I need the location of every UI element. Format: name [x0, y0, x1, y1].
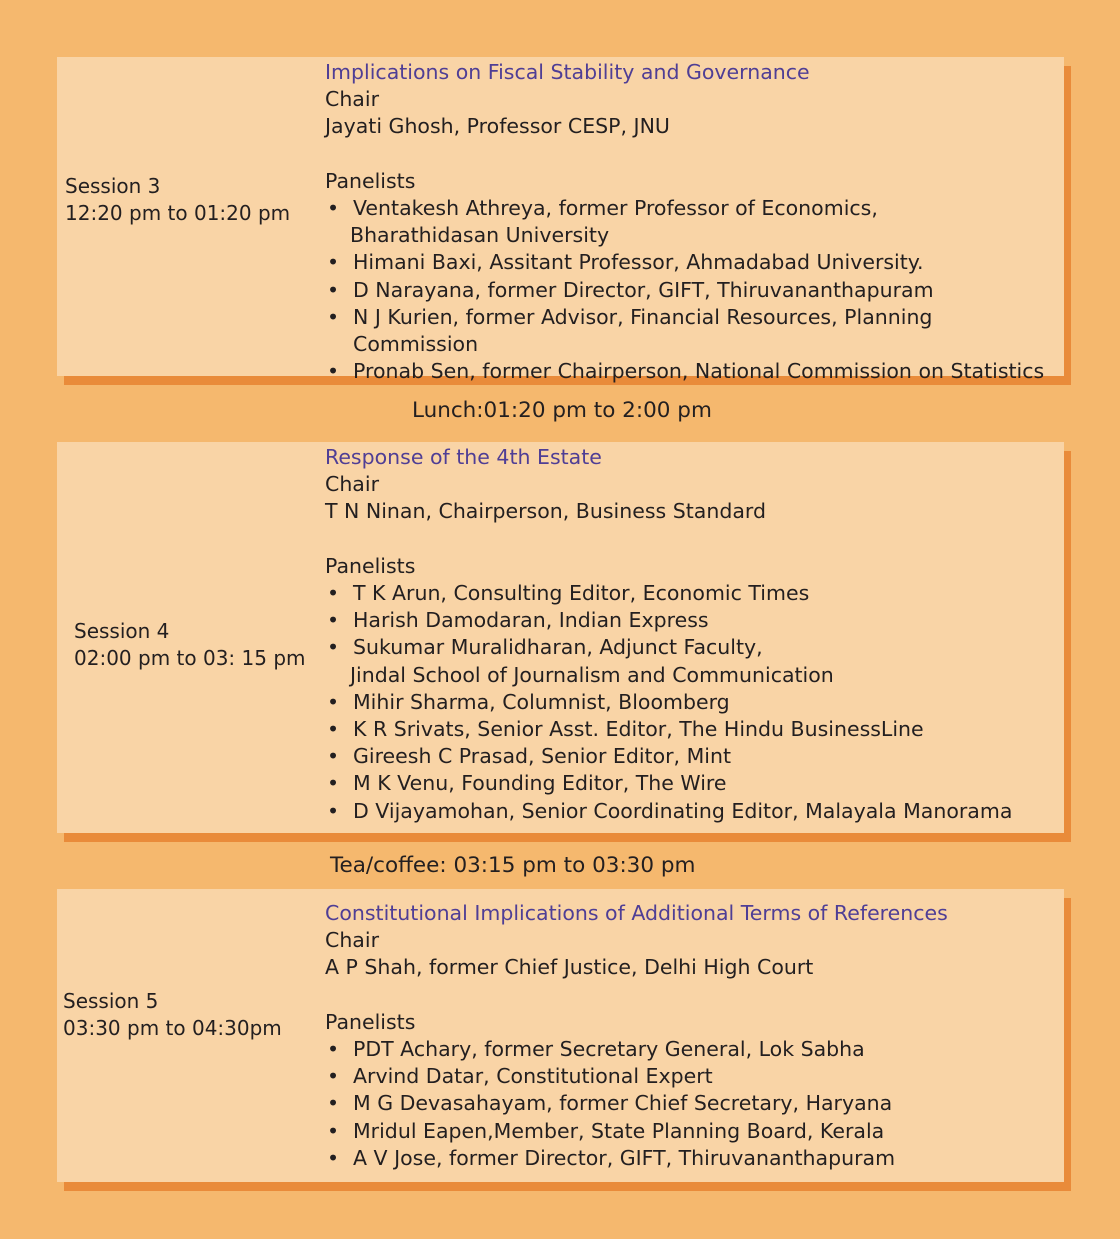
panelist-item: • K R Srivats, Senior Asst. Editor, The Hindu BusinessLine: [325, 716, 1012, 743]
session-4-panel: [57, 442, 1064, 833]
chair-name: Jayati Ghosh, Professor CESP, JNU: [325, 114, 670, 139]
panelist-item: • Mridul Eapen,Member, State Planning Board, Kerala: [325, 1118, 948, 1145]
chair-label: Chair: [325, 928, 379, 953]
session-name: Session 4: [74, 619, 170, 643]
chair-name: A P Shah, former Chief Justice, Delhi High Court: [325, 955, 814, 980]
session-3-panel: [57, 57, 1064, 384]
tea-break: Tea/coffee: 03:15 pm to 03:30 pm: [330, 853, 696, 878]
panelist-item: • Arvind Datar, Constitutional Expert: [325, 1063, 948, 1090]
panelist-item: • Sukumar Muralidharan, Adjunct Faculty, Jindal School of Journalism and Communication: [325, 634, 1012, 688]
panelist-list: [325, 1036, 948, 1172]
panelists-label: Panelists: [325, 553, 416, 578]
panelist-item: • Harish Damodaran, Indian Express: [325, 607, 1012, 634]
session-label: [63, 988, 282, 1042]
session-time: 12:20 pm to 01:20 pm: [65, 201, 291, 225]
lunch-break: Lunch:01:20 pm to 2:00 pm: [412, 398, 712, 423]
session-title: Constitutional Implications of Additional Terms of References: [325, 901, 948, 925]
session-5-panel: [57, 889, 1064, 1182]
chair-label: Chair: [325, 472, 379, 497]
session-content: [325, 444, 1012, 825]
panelists-label: Panelists: [325, 1009, 416, 1034]
panelist-item: • Pronab Sen, former Chairperson, National Commission on Statistics: [325, 358, 1064, 385]
panelists-label: Panelists: [325, 168, 416, 193]
session-name: Session 5: [63, 989, 159, 1013]
session-name: Session 3: [65, 174, 161, 198]
panelist-list: [325, 195, 1064, 385]
panelist-item: • M K Venu, Founding Editor, The Wire: [325, 770, 1012, 797]
panelist-item: • Mihir Sharma, Columnist, Bloomberg: [325, 689, 1012, 716]
panelist-item: • Himani Baxi, Assitant Professor, Ahmadabad University.: [325, 249, 1064, 276]
panelist-item: • D Vijayamohan, Senior Coordinating Editor, Malayala Manorama: [325, 798, 1012, 825]
session-time: 02:00 pm to 03: 15 pm: [74, 646, 306, 670]
session-content: [325, 59, 1064, 385]
chair-name: T N Ninan, Chairperson, Business Standard: [325, 499, 766, 524]
panelist-item: • Ventakesh Athreya, former Professor of Economics, Bharathidasan University: [325, 195, 1064, 249]
session-time: 03:30 pm to 04:30pm: [63, 1016, 282, 1040]
session-title: Implications on Fiscal Stability and Governance: [325, 60, 810, 84]
panelist-item: • A V Jose, former Director, GIFT, Thiruvananthapuram: [325, 1145, 948, 1172]
panelist-item: • D Narayana, former Director, GIFT, Thiruvananthapuram: [325, 277, 1064, 304]
panelist-item: • PDT Achary, former Secretary General, Lok Sabha: [325, 1036, 948, 1063]
panelist-item: • T K Arun, Consulting Editor, Economic Times: [325, 580, 1012, 607]
session-label: [65, 173, 290, 227]
panelist-item: • Gireesh C Prasad, Senior Editor, Mint: [325, 743, 1012, 770]
panelist-item: • M G Devasahayam, former Chief Secretary, Haryana: [325, 1090, 948, 1117]
session-label: [74, 618, 306, 672]
session-title: Response of the 4th Estate: [325, 445, 602, 469]
session-content: [325, 900, 948, 1172]
chair-label: Chair: [325, 87, 379, 112]
panelist-item: • N J Kurien, former Advisor, Financial Resources, Planning Commission: [325, 304, 1064, 358]
panelist-list: [325, 580, 1012, 825]
